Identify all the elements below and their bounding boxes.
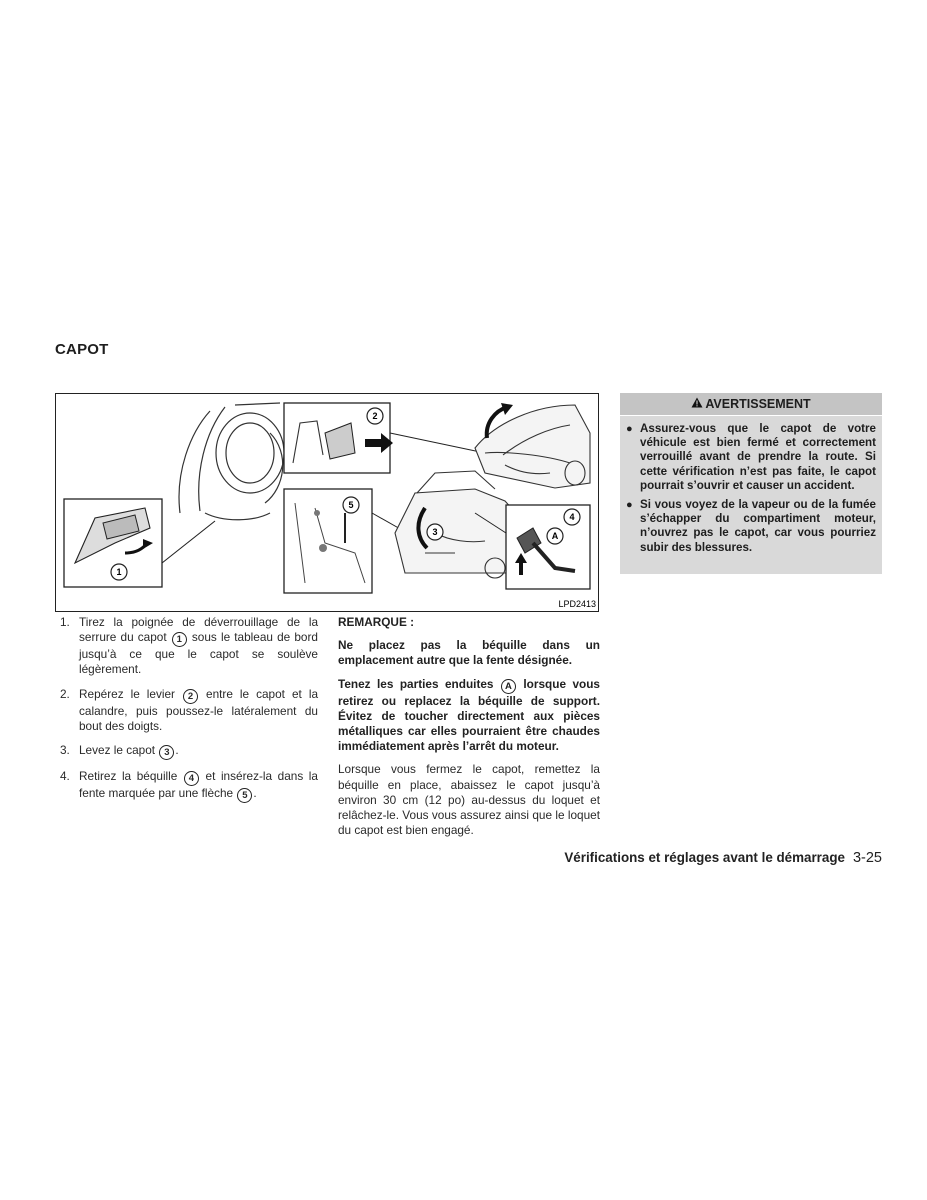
remarque-paragraph bbox=[338, 677, 600, 755]
remarque-section bbox=[338, 615, 600, 846]
warning-list bbox=[620, 416, 882, 555]
ref-circle: 4 bbox=[184, 771, 199, 786]
step-text: entre le capot et la calandre, puis poussez-le latéralement du bout des doigts. bbox=[79, 686, 318, 733]
ref-circle: 2 bbox=[183, 689, 198, 704]
ref-circle: 1 bbox=[172, 632, 187, 647]
illustration-svg bbox=[55, 393, 599, 612]
callout-5-label: 5 bbox=[348, 500, 354, 510]
page-number: 3-25 bbox=[852, 850, 882, 866]
page-footer bbox=[548, 850, 882, 866]
figure-code: LPD2413 bbox=[558, 599, 596, 609]
warning-box bbox=[620, 393, 882, 574]
warning-triangle-icon bbox=[691, 397, 703, 411]
step-text: . bbox=[253, 786, 257, 801]
step-text: Levez le capot bbox=[79, 743, 159, 758]
step-text: . bbox=[175, 743, 179, 758]
section-title: CAPOT bbox=[55, 341, 109, 358]
step-item bbox=[60, 769, 318, 803]
ref-circle: A bbox=[501, 679, 516, 694]
callout-4-label: 4 bbox=[569, 512, 575, 522]
steps-list bbox=[60, 615, 318, 812]
step-item bbox=[60, 687, 318, 734]
step-number: 4. bbox=[60, 769, 70, 784]
step-number: 3. bbox=[60, 743, 70, 758]
warning-item-text: Si vous voyez de la vapeur ou de la fumée s’échapper du compartiment moteur, n’ouvrez pas le capot, car vous pourriez subir des blessures. bbox=[640, 498, 876, 554]
ref-circle: 5 bbox=[237, 788, 252, 803]
remarque-text: lorsque vous retirez ou replacez la béquille de support. Évitez de toucher directement aux pièces métalliques car elles pourraient être chaudes immédiatement après l’arrêt du moteur. bbox=[338, 676, 600, 754]
ref-circle: 3 bbox=[159, 745, 174, 760]
footer-chapter: Vérifications et réglages avant le démarrage bbox=[564, 850, 845, 865]
step-number: 1. bbox=[60, 615, 70, 629]
remarque-text: Tenez les parties enduites bbox=[338, 676, 500, 691]
warning-item-text: Assurez-vous que le capot de votre véhicule est bien fermé et correctement verrouillé avant de prendre la route. Si cette vérification n’est pas faite, le capot pourrait s’ouvrir et causer un accident. bbox=[640, 422, 876, 492]
step-number: 2. bbox=[60, 686, 70, 701]
step-text: sous le tableau de bord jusqu’à ce que le capot se soulève légèrement. bbox=[79, 630, 318, 677]
callout-2-label: 2 bbox=[372, 411, 378, 421]
warning-item: ● Assurez-vous que le capot de votre véhicule est bien fermé et correctement verrouillé avant de prendre la route. Si cette vérification n’est pas faite, le capot pourrait s’ouvrir et causer un accident. bbox=[626, 422, 876, 492]
step-text: et insérez-la dans la fente marquée par une flèche bbox=[79, 769, 318, 801]
step-text: Repérez le levier bbox=[79, 686, 182, 701]
remarque-paragraph: Lorsque vous fermez le capot, remettez la béquille en place, abaissez le capot jusqu’à environ 30 cm (12 po) au-dessus du loquet et relâchez-le. Vous vous assurez ainsi que le loquet du capot est bien engagé. bbox=[338, 762, 600, 838]
step-item bbox=[60, 743, 318, 760]
hood-illustration bbox=[55, 393, 599, 612]
warning-title: AVERTISSEMENT bbox=[705, 397, 811, 411]
step-text: Tirez la poignée de déverrouillage de la serrure du capot bbox=[79, 615, 318, 645]
callout-a-label: A bbox=[551, 531, 559, 541]
callout-1-label: 1 bbox=[116, 567, 122, 577]
step-text: Retirez la béquille bbox=[79, 769, 183, 784]
step-item bbox=[60, 615, 318, 678]
callout-3-label: 3 bbox=[432, 527, 438, 537]
remarque-paragraph: Ne placez pas la béquille dans un emplacement autre que la fente désignée. bbox=[338, 638, 600, 668]
warning-item: ● Si vous voyez de la vapeur ou de la fumée s’échapper du compartiment moteur, n’ouvrez pas le capot, car vous pourriez subir des blessures. bbox=[626, 498, 876, 554]
warning-header bbox=[620, 393, 882, 416]
remarque-title: REMARQUE : bbox=[338, 615, 415, 629]
